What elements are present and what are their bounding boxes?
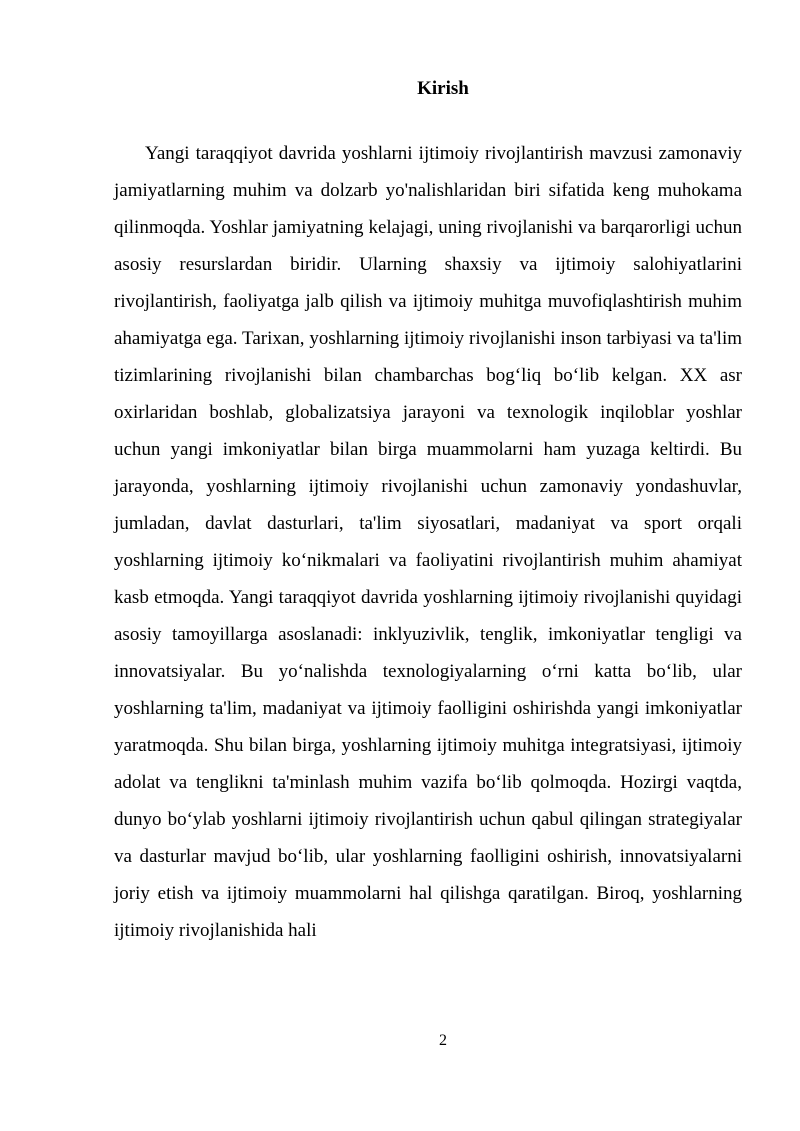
page-number: 2 <box>439 1032 447 1049</box>
body-paragraph: Yangi taraqqiyot davrida yoshlarni ijtimoiy rivojlantirish mavzusi zamonaviy jamiyatlarning muhim va dolzarb yo'nalishlaridan biri sifatida keng muhokama qilinmoqda. Yoshlar jamiyatning kelajagi, uning rivojlanishi va barqarorligi uchun asosiy resurslardan biridir. Ularning shaxsiy va ijtimoiy salohiyatlarini rivojlantirish, faoliyatga jalb qilish va ijtimoiy muhitga muvofiqlashtirish muhim ahamiyatga ega. Tarixan, yoshlarning ijtimoiy rivojlanishi inson tarbiyasi va ta'lim tizimlarining rivojlanishi bilan chambarchas bog‘liq bo‘lib kelgan. XX asr oxirlaridan boshlab, globalizatsiya jarayoni va texnologik inqiloblar yoshlar uchun yangi imkoniyatlar bilan birga muammolarni ham yuzaga keltirdi. Bu jarayonda, yoshlarning ijtimoiy rivojlanishi uchun zamonaviy yondashuvlar, jumladan, davlat dasturlari, ta'lim siyosatlari, madaniyat va sport orqali yoshlarning ijtimoiy ko‘nikmalari va faoliyatini rivojlantirish muhim ahamiyat kasb etmoqda. Yangi taraqqiyot davrida yoshlarning ijtimoiy rivojlanishi quyidagi asosiy tamoyillarga asoslanadi: inklyuzivlik, tenglik, imkoniyatlar tengligi va innovatsiyalar. Bu yo‘nalishda texnologiyalarning o‘rni katta bo‘lib, ular yoshlarning ta'lim, madaniyat va ijtimoiy faolligini oshirishda yangi imkoniyatlar yaratmoqda. Shu bilan birga, yoshlarning ijtimoiy muhitga integratsiyasi, ijtimoiy adolat va tenglikni ta'minlash muhim vazifa bo‘lib qolmoqda. Hozirgi vaqtda, dunyo bo‘ylab yoshlarni ijtimoiy rivojlantirish uchun qabul qilingan strategiyalar va dasturlar mavjud bo‘lib, ular yoshlarning faolligini oshirish, innovatsiyalarni joriy etish va ijtimoiy muammolarni hal qilishga qaratilgan. Biroq, yoshlarning ijtimoiy rivojlanishida hali <box>114 143 742 941</box>
section-title: Kirish <box>417 78 469 99</box>
